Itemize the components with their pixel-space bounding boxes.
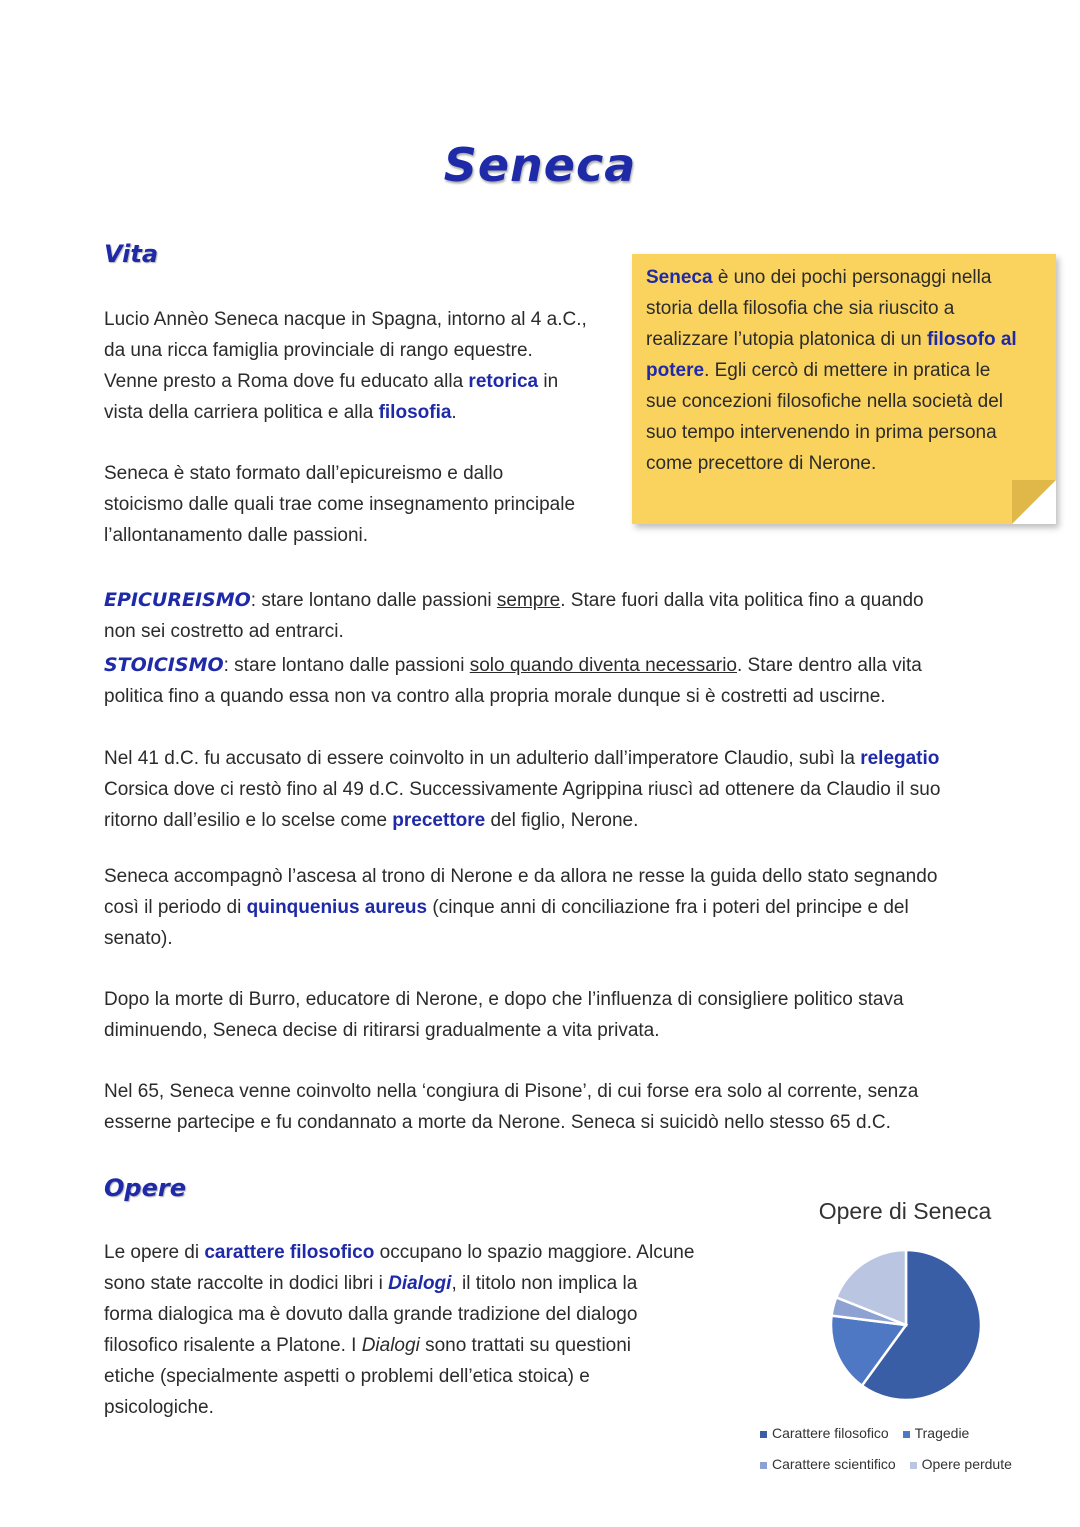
legend-item-tragedie: Tragedie <box>903 1425 970 1441</box>
paragraph-nero: Seneca accompagnò l’ascesa al trono di Nerone e da allora ne resse la guida dello stato segnando così il periodo di quinquenius aureus (cinque anni di conciliazione fra i poteri del principe e del senato). <box>104 866 938 949</box>
chart-title: Opere di Seneca <box>818 1198 992 1224</box>
paragraph-burro: Dopo la morte di Burro, educatore di Nerone, e dopo che l’influenza di consigliere politico stava diminuendo, Seneca decise di ritirarsi gradualmente a vita privata. <box>104 989 904 1041</box>
vita-paragraph-1: Lucio Annèo Seneca nacque in Spagna, intorno al 4 a.C., da una ricca famiglia provinciale di rango equestre. Venne presto a Roma dove fu educato alla retorica in vista della carriera politica e alla filosofia. <box>104 309 587 423</box>
legend-item-carattere-filosofico: Carattere filosofico <box>760 1425 889 1441</box>
page-title: Seneca <box>443 138 637 192</box>
paragraph-exile: Nel 41 d.C. fu accusato di essere coinvolto in un adulterio dall’imperatore Claudio, subì la relegatio Corsica dove ci restò fino al 49 d.C. Successivamente Agrippina riuscì ad ottenere da Claudio il suo ritorno dall’esilio e lo scelse come precettore del figlio, Nerone. <box>104 748 941 831</box>
epicureismo-definition: EPICUREISMO: stare lontano dalle passioni sempre. Stare fuori dalla vita politica fino a quando non sei costretto ad entrarci. <box>104 589 924 642</box>
section-heading-opere: Opere <box>104 1174 186 1202</box>
chart-legend-row-2 <box>760 1456 1022 1472</box>
pie-chart <box>826 1245 986 1405</box>
section-heading-vita: Vita <box>104 240 159 268</box>
note-folded-corner <box>1012 480 1056 524</box>
legend-item-opere-perdute: Opere perdute <box>910 1456 1012 1472</box>
legend-item-carattere-scientifico: Carattere scientifico <box>760 1456 896 1472</box>
opere-paragraph: Le opere di carattere filosofico occupano lo spazio maggiore. Alcune sono state raccolte in dodici libri i Dialogi, il titolo non implica la forma dialogica ma è dovuto dalla grande tradizione del dialogo filosofico risalente a Platone. I Dialogi sono trattati su questioni etiche (specialmente aspetti o problemi dell’etica stoica) e psicologiche. <box>104 1242 695 1418</box>
chart-legend-row-1 <box>760 1425 979 1441</box>
sticky-note: Seneca è uno dei pochi personaggi nella storia della filosofia che sia riuscito a realizzare l’utopia platonica di un filosofo al potere. Egli cercò di mettere in pratica le sue concezioni filosofiche nella società del suo tempo intervenendo in prima persona come precettore di Nerone. <box>632 254 1056 524</box>
paragraph-pisone: Nel 65, Seneca venne coinvolto nella ‘congiura di Pisone’, di cui forse era solo al corrente, senza esserne partecipe e fu condannato a morte da Nerone. Seneca si suicidò nello stesso 65 d.C. <box>104 1081 919 1133</box>
vita-paragraph-2: Seneca è stato formato dall’epicureismo e dallo stoicismo dalle quali trae come insegnamento principale l’allontanamento dalle passioni. <box>104 463 576 546</box>
stoicismo-definition: STOICISMO: stare lontano dalle passioni solo quando diventa necessario. Stare dentro alla vita politica fino a quando essa non va contro alla propria morale dunque si è costretti ad uscirne. <box>104 654 922 707</box>
